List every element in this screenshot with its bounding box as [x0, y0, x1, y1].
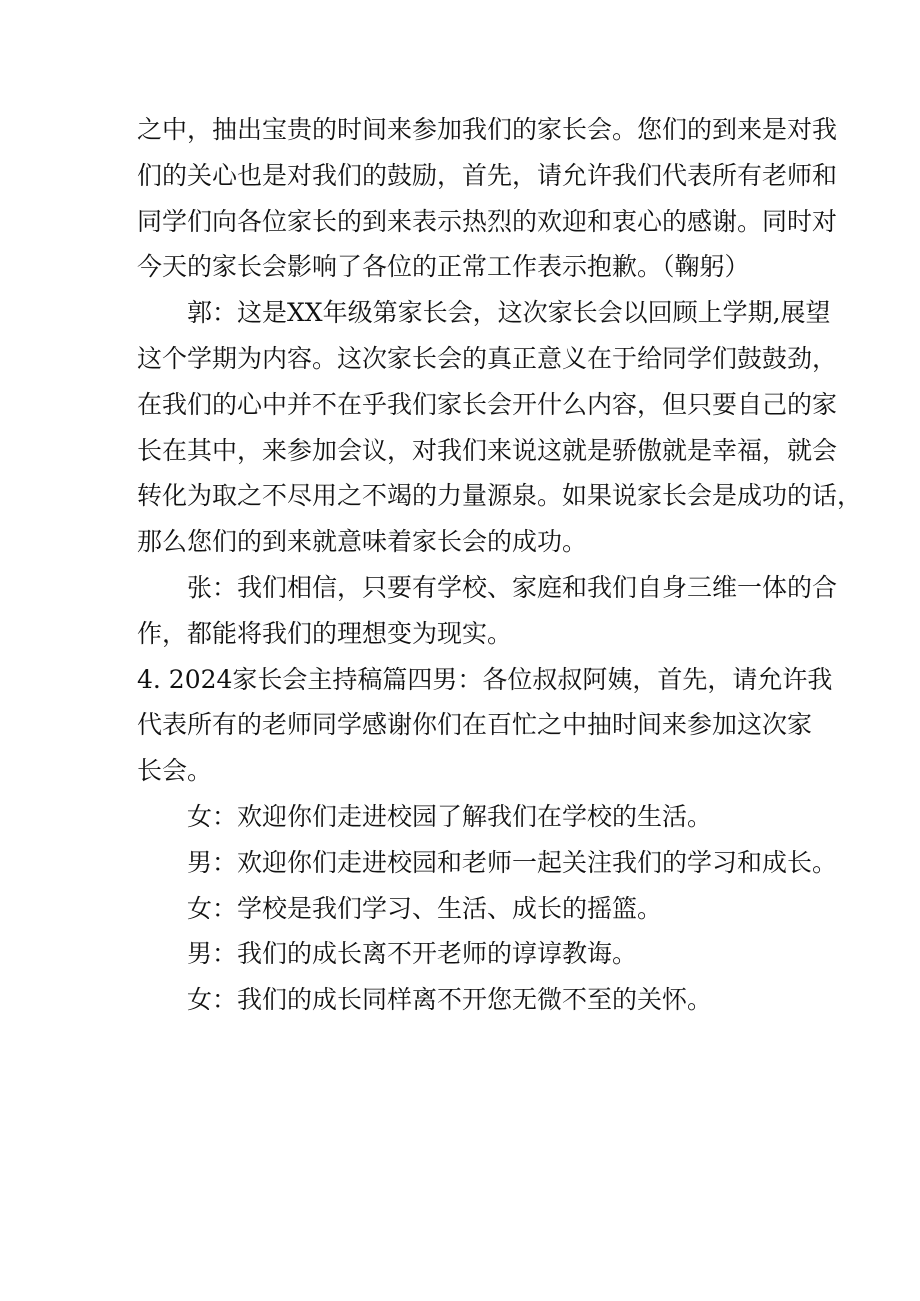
- text-line: 们的关心也是对我们的鼓励，首先，请允许我们代表所有老师和: [137, 160, 838, 190]
- paragraph-opening: [137, 107, 838, 290]
- text-line: 张：我们相信，只要有学校、家庭和我们自身三维一体的合: [187, 572, 838, 602]
- paragraph-zhang: [137, 565, 838, 657]
- document-body: [137, 107, 863, 1023]
- text-line: 这个学期为内容。这次家长会的真正意义在于给同学们鼓鼓劲，: [137, 343, 838, 373]
- text-line: 在我们的心中并不在乎我们家长会开什么内容，但只要自己的家: [137, 389, 838, 419]
- paragraph-section-four: [137, 657, 833, 794]
- text-line: 之中，抽出宝贵的时间来参加我们的家长会。您们的到来是对我: [137, 115, 838, 144]
- text-line: 男：欢迎你们走进校园和老师一起关注我们的学习和成长。: [187, 847, 838, 877]
- text-line: 转化为取之不尽用之不竭的力量源泉。如果说家长会是成功的话，: [137, 481, 863, 511]
- paragraph-dialogue-male-1: [137, 840, 838, 886]
- paragraph-guo: [137, 290, 863, 565]
- text-line: 今天的家长会影响了各位的正常工作表示抱歉。（鞠躬）: [137, 252, 750, 282]
- text-line: 长会。: [137, 756, 213, 786]
- paragraph-dialogue-male-2: [137, 931, 787, 977]
- text-line: 女：我们的成长同样离不开您无微不至的关怀。: [187, 985, 713, 1015]
- text-line: 男：我们的成长离不开老师的谆谆教诲。: [187, 939, 638, 969]
- text-line: 长在其中，来参加会议，对我们来说这就是骄傲就是幸福，就会: [137, 435, 838, 465]
- text-line: 郭：这是XX年级第家长会，这次家长会以回顾上学期,展望: [187, 298, 831, 328]
- text-line: 4. 2024家长会主持稿篇四男：各位叔叔阿姨，首先，请允许我: [137, 664, 833, 694]
- paragraph-dialogue-female-2: [137, 886, 787, 932]
- text-line: 代表所有的老师同学感谢你们在百忙之中抽时间来参加这次家: [137, 710, 813, 740]
- text-line: 女：学校是我们学习、生活、成长的摇篮。: [187, 893, 663, 923]
- text-line: 同学们向各位家长的到来表示热烈的欢迎和衷心的感谢。同时对: [137, 206, 838, 236]
- text-line: 作，都能将我们的理想变为现实。: [137, 618, 513, 648]
- paragraph-dialogue-female-1: [137, 794, 787, 840]
- text-line: 那么您们的到来就意味着家长会的成功。: [137, 527, 588, 557]
- text-line: 女：欢迎你们走进校园了解我们在学校的生活。: [187, 801, 713, 831]
- paragraph-dialogue-female-3: [137, 977, 787, 1023]
